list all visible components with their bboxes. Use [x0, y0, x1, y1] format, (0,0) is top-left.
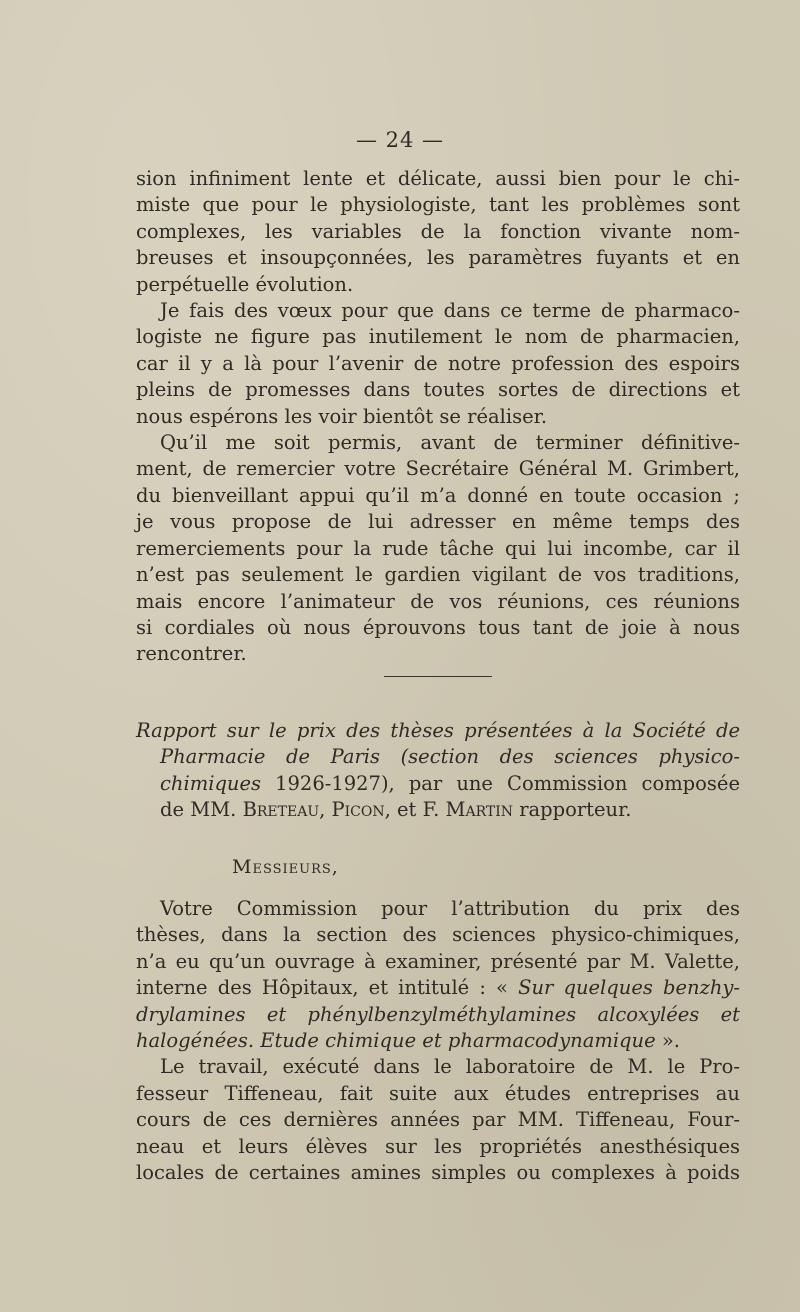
- text-line: n’a eu qu’un ouvrage à examiner, présenté par M. Valette,: [136, 949, 740, 973]
- text-run: interne des Hôpitaux, et intitulé : «: [136, 976, 519, 1000]
- heading-text: ,: [319, 798, 332, 822]
- text-line: nous espérons les voir bientôt se réaliser.: [136, 404, 548, 428]
- text-line: locales de certaines amines simples ou complexes à poids: [136, 1161, 740, 1185]
- text-line: Le travail, exécuté dans le laboratoire de M. le Pro-: [160, 1055, 740, 1079]
- text-line: rencontrer.: [136, 642, 247, 666]
- text-line: remerciements pour la rude tâche qui lui incombe, car il: [136, 536, 740, 560]
- author-name: Picon: [331, 798, 385, 822]
- text-line: mais encore l’animateur de vos réunions, ces réunions: [136, 589, 740, 613]
- paragraph-5: [136, 1054, 740, 1186]
- text-line: si cordiales où nous éprouvons tous tant de joie à nous: [136, 615, 740, 639]
- heading-text: rapporteur.: [513, 798, 632, 822]
- thesis-title: halogénées. Etude chimique et pharmacodynamique: [136, 1029, 656, 1053]
- paragraph-2: [136, 298, 740, 430]
- text-line: cours de ces dernières années par MM. Tiffeneau, Four-: [136, 1108, 740, 1132]
- salutation: Messieurs,: [232, 856, 339, 878]
- text-block-report-body: [136, 896, 740, 1186]
- text-line: thèses, dans la section des sciences physico-chimiques,: [136, 923, 740, 947]
- text-line: logiste ne figure pas inutilement le nom de pharmacien,: [136, 325, 740, 349]
- heading-text: de MM.: [160, 798, 243, 822]
- text-line: car il y a là pour l’avenir de notre profession des espoirs: [136, 351, 740, 375]
- heading-text: , et F.: [384, 798, 446, 822]
- text-line: breuses et insoupçonnées, les paramètres fuyants et en: [136, 246, 740, 270]
- text-line: du bienveillant appui qu’il m’a donné en toute occasion ;: [136, 483, 740, 507]
- text-line: ment, de remercier votre Secrétaire Général M. Grimbert,: [136, 457, 740, 481]
- text-run: ».: [655, 1029, 680, 1053]
- text-line: je vous propose de lui adresser en même temps des: [136, 510, 740, 534]
- heading-text: 1926-1927), par une Commission composée: [261, 771, 740, 795]
- heading-line: Rapport sur le prix des thèses présentées à la Société de: [136, 719, 740, 742]
- text-line: Je fais des vœux pour que dans ce terme de pharmaco-: [160, 299, 740, 323]
- text-line: perpétuelle évolution.: [136, 272, 354, 296]
- text-line: [136, 1028, 740, 1054]
- text-line: sion infiniment lente et délicate, aussi bien pour le chi-: [136, 167, 740, 190]
- page-number: — 24 —: [355, 128, 445, 152]
- text-line: complexes, les variables de la fonction vivante nom-: [136, 219, 740, 243]
- heading-line: [136, 771, 740, 797]
- paragraph-4: [136, 896, 740, 1054]
- heading-line: Pharmacie de Paris (section des sciences physico-: [160, 745, 740, 769]
- thesis-title: Sur quelques benzhy-: [518, 976, 741, 1000]
- paragraph-3: [136, 430, 740, 668]
- author-name: Breteau: [242, 798, 320, 822]
- report-heading: [136, 718, 740, 824]
- text-line: [136, 975, 740, 1001]
- text-line: miste que pour le physiologiste, tant les problèmes sont: [136, 193, 740, 217]
- text-line: fesseur Tiffeneau, fait suite aux études entreprises au: [136, 1081, 740, 1105]
- section-divider: [384, 676, 492, 677]
- text-line: Qu’il me soit permis, avant de terminer définitive-: [160, 431, 740, 455]
- heading-line: [136, 797, 740, 823]
- thesis-title: drylamines et phénylbenzylméthylamines alcoxylées et: [136, 1002, 740, 1026]
- text-block-closing-remarks: [136, 166, 740, 668]
- author-name: Martin: [445, 798, 513, 822]
- text-line: neau et leurs élèves sur les propriétés anesthésiques: [136, 1134, 740, 1158]
- text-line: Votre Commission pour l’attribution du prix des: [160, 897, 740, 920]
- paragraph-1: [136, 166, 740, 298]
- heading-italic-text: chimiques: [160, 771, 262, 795]
- text-line: n’est pas seulement le gardien vigilant de vos traditions,: [136, 563, 740, 587]
- text-line: pleins de promesses dans toutes sortes de directions et: [136, 378, 740, 402]
